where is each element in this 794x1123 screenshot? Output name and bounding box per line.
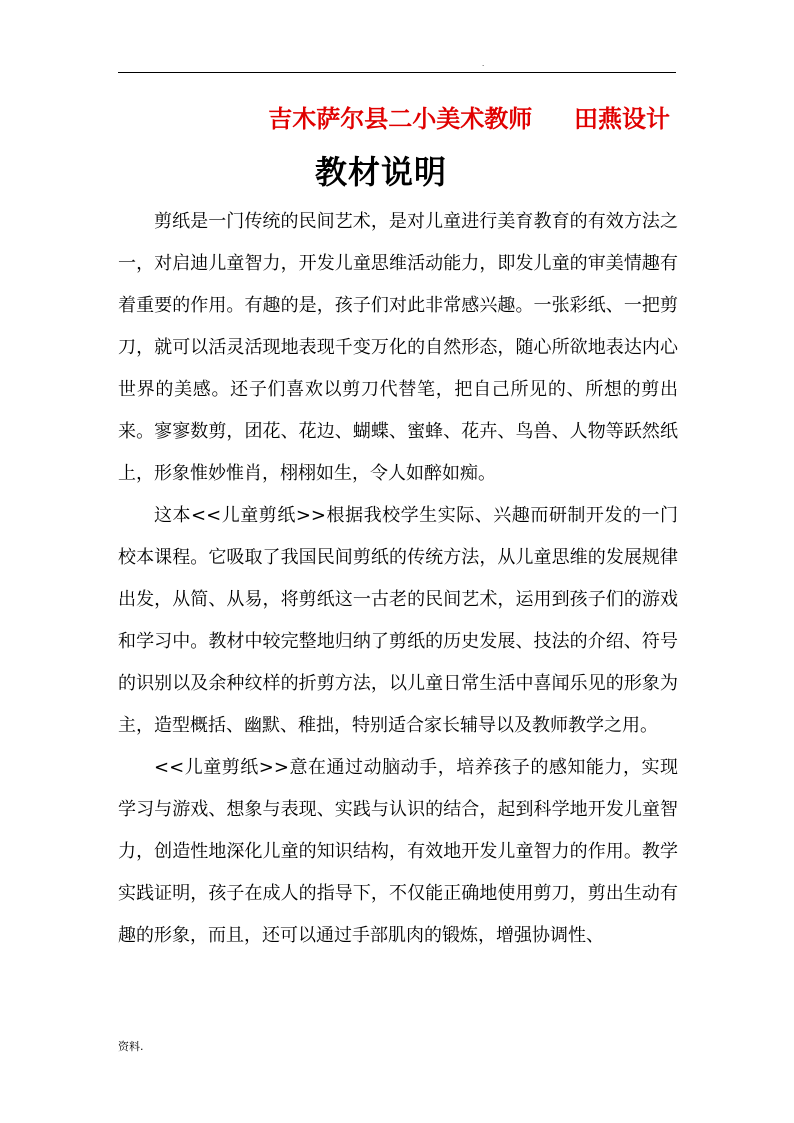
author-line: 吉木萨尔县二小美术教师 田燕设计	[268, 105, 670, 133]
page-title: 教材说明	[314, 153, 447, 191]
paragraph-1: 剪纸是一门传统的民间艺术，是对儿童进行美育教育的有效方法之一，对启迪儿童智力，开发儿童思维活动能力，即发儿童的审美情趣有着重要的作用。有趣的是，孩子们对此非常感兴趣。一张彩纸、一把剪刀，就可以活灵活现地表现千变万化的自然形态，随心所欲地表达内心世界的美感。还子们喜欢以剪刀代替笔，把自己所见的、所想的剪出来。寥寥数剪，团花、花边、蝴蝶、蜜蜂、花卉、鸟兽、人物等跃然纸上，形象惟妙惟肖，栩栩如生，令人如醉如痴。	[118, 211, 678, 484]
body-text	[118, 201, 678, 957]
paragraph-2: 这本<<儿童剪纸>>根据我校学生实际、兴趣而研制开发的一门校本课程。它吸取了我国民间剪纸的传统方法，从儿童思维的发展规律出发，从简、从易，将剪纸这一古老的民间艺术，运用到孩子们的游戏和学习中。教材中较完整地归纳了剪纸的历史发展、技法的介绍、符号的识别以及余种纹样的折剪方法，以儿童日常生活中喜闻乐见的形象为主，造型概括、幽默、稚拙，特别适合家长辅导以及教师教学之用。	[118, 505, 678, 736]
paragraph-3: <<儿童剪纸>>意在通过动脑动手，培养孩子的感知能力，实现学习与游戏、想象与表现、实践与认识的结合，起到科学地开发儿童智力，创造性地深化儿童的知识结构，有效地开发儿童智力的作用。教学实践证明，孩子在成人的指导下，不仅能正确地使用剪刀，剪出生动有趣的形象，而且，还可以通过手部肌肉的锻炼，增强协调性、	[118, 757, 678, 946]
footer-note: 资料.	[118, 1040, 144, 1053]
header-mark: .	[482, 60, 485, 68]
header-rule	[118, 72, 676, 73]
